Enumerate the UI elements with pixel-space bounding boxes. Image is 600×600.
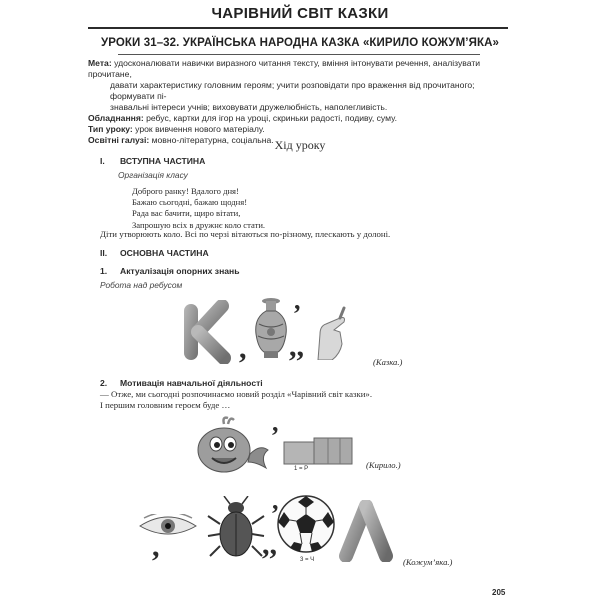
poem-line: Доброго ранку! Вдалого дня! xyxy=(132,186,239,196)
bricks-image xyxy=(282,432,354,466)
poem-line: Запрошую всіх в дружнє коло стати. xyxy=(132,219,266,230)
equipment-line xyxy=(88,113,508,124)
circle-instruction: Діти утворюють коло. Всі по черзі вітаються по-різному, плескають у долоні. xyxy=(100,229,391,239)
rebus3-double-comma: ,, xyxy=(262,528,277,561)
rebus1-apostrophe: , xyxy=(294,286,301,315)
lesson-type-text: урок вивчення нового матеріалу. xyxy=(135,124,265,134)
goal-line-2: давати характеристику головним героям; учити розповідати про враження від прочитаного; формувати пі- xyxy=(110,80,475,101)
rebus3-letter-a xyxy=(338,500,394,562)
part2-heading xyxy=(100,248,209,258)
part1-number: I. xyxy=(100,156,105,166)
motivation-line-2: І першим головним героєм буде … xyxy=(100,400,231,410)
sub2-title: Мотивація навчальної діяльності xyxy=(120,378,263,388)
rebus2-apostrophe: , xyxy=(272,408,279,437)
sub1-number: 1. xyxy=(100,266,108,276)
part2-number: II. xyxy=(100,248,108,258)
part1-title: ВСТУПНА ЧАСТИНА xyxy=(120,156,206,166)
rebus1-comma: , xyxy=(239,332,247,365)
greeting-poem xyxy=(132,186,265,231)
beetle-image xyxy=(206,496,266,560)
goal-text-1: удосконалювати навички виразного читання тексту, вміння інтонувати речення, аналізувати прочитане, xyxy=(88,58,481,79)
section-title: ЧАРІВНИЙ СВІТ КАЗКИ xyxy=(211,5,389,22)
goal-line-3: знавальні інтереси учнів; виховувати дружелюбність, наполегливість. xyxy=(110,102,388,112)
title-rule xyxy=(118,54,480,55)
equipment-label: Обладнання: xyxy=(88,113,144,123)
org-label: Організація класу xyxy=(118,170,188,180)
lesson-type-label: Тип уроку: xyxy=(88,124,133,134)
areas-label: Освітні галузі: xyxy=(88,135,150,145)
equipment-text: ребус, картки для ігор на уроці, скриньки радості, подиву, суму. xyxy=(146,113,397,123)
rebus3-formula-text: 3 = Ч xyxy=(300,557,315,563)
rebus2-answer: (Кирило.) xyxy=(366,460,401,470)
rebus3-formula xyxy=(300,557,314,563)
sub1-title: Актуалізація опорних знань xyxy=(120,266,240,276)
rebus2-formula-text: 1 = Р xyxy=(294,466,309,472)
rebus1-double-comma: ,, xyxy=(289,330,304,363)
rebus3-comma: , xyxy=(152,530,160,563)
lesson-title: УРОКИ 31–32. УКРАЇНСЬКА НАРОДНА КАЗКА «КИРИЛО КОЖУМ’ЯКА» xyxy=(101,37,499,49)
goal-line-1 xyxy=(88,58,508,80)
hand-image xyxy=(310,304,350,360)
goal-label: Мета: xyxy=(88,58,112,68)
eye-image xyxy=(138,514,198,538)
header-rule xyxy=(88,27,508,29)
rebus3-apostrophe: , xyxy=(272,486,279,515)
rebus1-letter-k xyxy=(178,300,238,364)
areas-text: мовно-літературна, соціальна. xyxy=(151,135,274,145)
whale-image xyxy=(194,414,270,478)
page-number: 205 xyxy=(492,588,506,597)
lesson-type-line xyxy=(88,124,508,135)
rebus2-formula xyxy=(294,466,308,472)
motivation-line-1: — Отже, ми сьогодні розпочинаємо новий розділ «Чарівний світ казки». xyxy=(100,389,373,399)
rebus-label: Робота над ребусом xyxy=(100,280,183,290)
sub1-heading xyxy=(100,266,240,276)
rebus1-answer: (Казка.) xyxy=(373,357,403,367)
football-image xyxy=(276,494,336,554)
sub2-heading xyxy=(100,378,263,388)
part2-title: ОСНОВНА ЧАСТИНА xyxy=(120,248,209,258)
poem-line: Бажаю сьогодні, бажаю щодня! xyxy=(132,197,248,208)
poem-line: Рада вас бачити, щиро вітати, xyxy=(132,208,241,219)
sub2-number: 2. xyxy=(100,378,108,388)
part1-heading xyxy=(100,156,205,166)
lesson-flow-heading: Хід уроку xyxy=(274,138,326,152)
rebus3-answer: (Кожум’яка.) xyxy=(403,557,453,567)
lesson-meta xyxy=(88,58,508,146)
vase-image xyxy=(250,296,292,360)
